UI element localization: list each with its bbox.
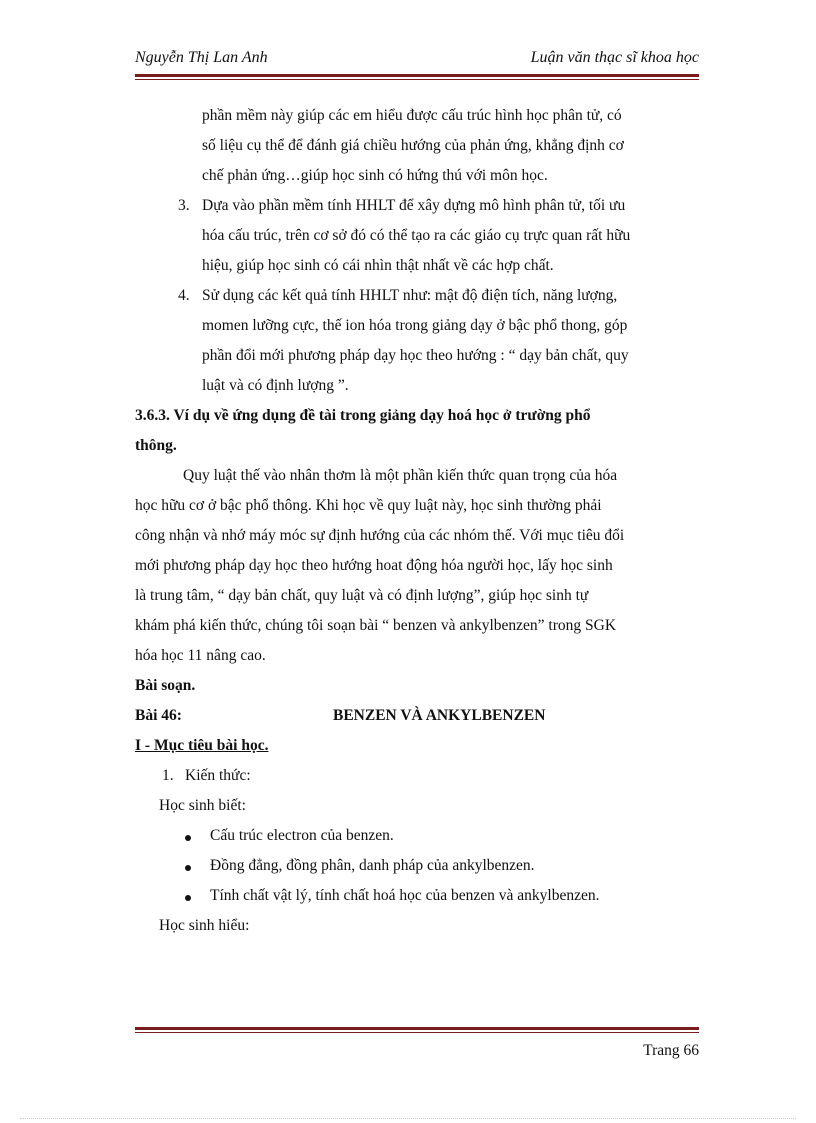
- bullet-icon: [185, 835, 191, 841]
- text-line: là trung tâm, “ dạy bản chất, quy luật và có định lượng”, giúp học sinh tự: [135, 587, 589, 604]
- knowledge-label: Kiến thức:: [185, 767, 251, 784]
- text-line: Quy luật thế vào nhân thơm là một phần kiến thức quan trọng của hóa: [183, 467, 618, 484]
- header-author: Nguyễn Thị Lan Anh: [135, 49, 268, 66]
- page-header: [135, 47, 699, 73]
- lesson-number: Bài 46:: [135, 707, 182, 724]
- text-line: số liệu cụ thể để đánh giá chiều hướng của phản ứng, khẳng định cơ: [202, 137, 624, 154]
- header-thesis-title: Luận văn thạc sĩ khoa học: [530, 49, 699, 66]
- header-rule: [135, 74, 699, 80]
- students-understand-label: Học sinh hiểu:: [159, 917, 250, 934]
- text-line: học hữu cơ ở bậc phổ thông. Khi học về quy luật này, học sinh thường phải: [135, 497, 602, 514]
- text-line: công nhận và nhớ máy móc sự định hướng của các nhóm thế. Với mục tiêu đổi: [135, 527, 625, 544]
- lesson-title: BENZEN VÀ ANKYLBENZEN: [333, 707, 546, 724]
- text-line: Sử dụng các kết quả tính HHLT như: mật độ điện tích, năng lượng,: [202, 287, 618, 304]
- text-line: chế phản ứng…giúp học sinh có hứng thú với môn học.: [202, 167, 548, 184]
- text-line: phần đổi mới phương pháp dạy học theo hướng : “ dạy bản chất, quy: [202, 347, 629, 364]
- text-line: hóa cấu trúc, trên cơ sở đó có thể tạo ra các giáo cụ trực quan rất hữu: [202, 227, 631, 244]
- section-heading: thông.: [135, 437, 177, 454]
- page-edge-divider: [20, 1118, 796, 1119]
- list-number: 3.: [178, 197, 190, 214]
- bullet-icon: [185, 865, 191, 871]
- text-line: mới phương pháp dạy học theo hướng hoat động hóa người học, lấy học sinh: [135, 557, 613, 574]
- page-number: Trang 66: [643, 1042, 699, 1059]
- list-number: 4.: [178, 287, 190, 304]
- objectives-heading: I - Mục tiêu bài học.: [135, 737, 269, 754]
- students-know-label: Học sinh biết:: [159, 797, 246, 814]
- text-line: momen lưỡng cực, thế ion hóa trong giảng dạy ở bậc phổ thong, góp: [202, 317, 628, 334]
- footer-rule: [135, 1027, 699, 1033]
- text-line: luật và có định lượng ”.: [202, 377, 349, 394]
- text-line: hiệu, giúp học sinh có cái nhìn thật nhất về các hợp chất.: [202, 257, 554, 274]
- section-heading: 3.6.3. Ví dụ về ứng dụng đề tài trong giảng dạy hoá học ở trường phổ: [135, 407, 591, 424]
- text-line: hóa học 11 nâng cao.: [135, 647, 266, 664]
- text-line: phần mềm này giúp các em hiểu được cấu trúc hình học phân tử, có: [202, 107, 622, 124]
- text-line: khám phá kiến thức, chúng tôi soạn bài “ benzen và ankylbenzen” trong SGK: [135, 617, 617, 634]
- list-number: 1.: [162, 767, 174, 784]
- lesson-label: Bài soạn.: [135, 677, 196, 694]
- bullet-icon: [185, 895, 191, 901]
- text-line: Dựa vào phần mềm tính HHLT để xây dựng mô hình phân tử, tối ưu: [202, 197, 626, 214]
